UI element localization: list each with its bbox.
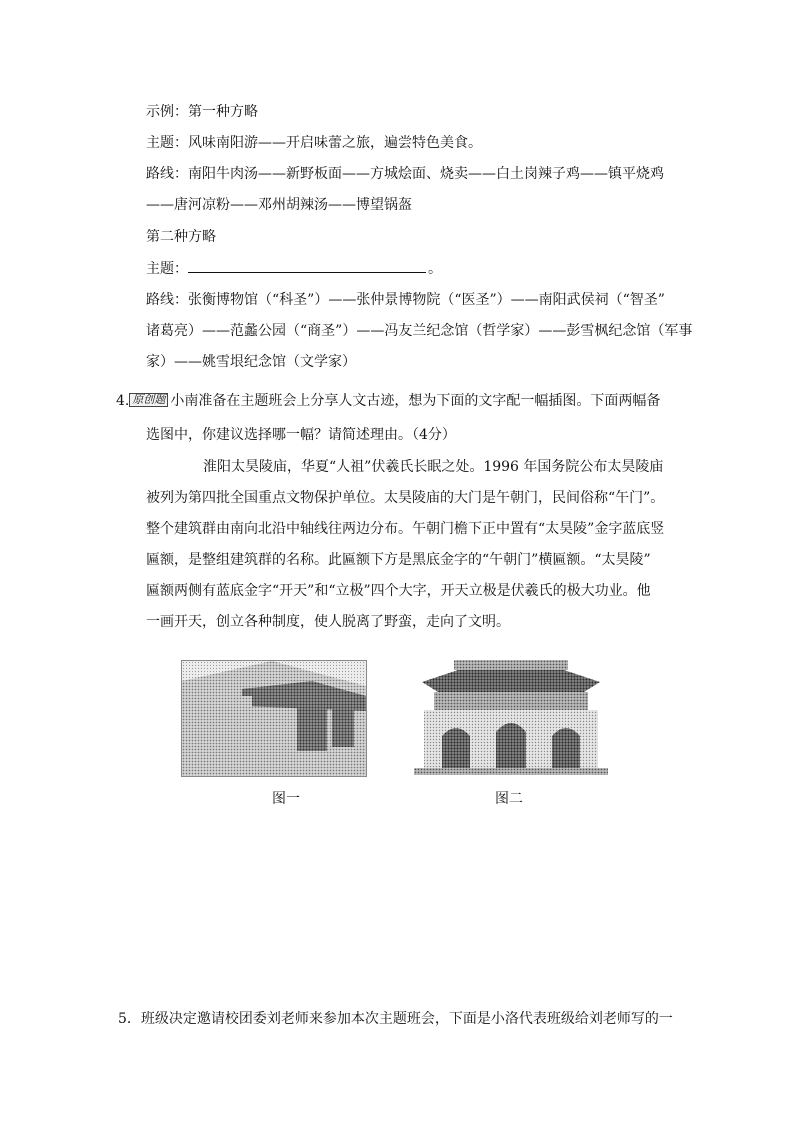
figure-2-caption: 图二 bbox=[495, 791, 523, 807]
figure-1-caption: 图一 bbox=[272, 791, 300, 807]
strategy-two-label: 第二种方略 bbox=[146, 229, 216, 245]
question-5-first-line: 5．班级决定邀请校团委刘老师来参加本次主题班会，下面是小洛代表班级给刘老师写的一 bbox=[118, 1011, 673, 1027]
original-question-badge: 原创题 bbox=[129, 393, 168, 407]
strategy-one-route-line-1: 路线：南阳牛肉汤——新野板面——方城烩面、烧卖——白土岗辣子鸡——镇平烧鸡 bbox=[146, 166, 664, 182]
passage-line-4: 匾额，是整组建筑群的名称。此匾额下方是黑底金字的“午朝门”横匾额。“太昊陵” bbox=[146, 552, 651, 568]
figure-2-image bbox=[414, 660, 608, 775]
strategy-two-theme bbox=[146, 258, 442, 278]
passage-line-5: 匾额两侧有蓝底金字“开天”和“立极”四个大字，开天立极是伏羲氏的极大功业。他 bbox=[146, 583, 651, 599]
question-4-text-line-1: 小南准备在主题班会上分享人文古迹，想为下面的文字配一幅插图。下面两幅备 bbox=[170, 393, 661, 409]
question-4-text-line-2: 选图中，你建议选择哪一幅？请简述理由。（4分） bbox=[146, 427, 456, 443]
passage-line-6: 一画开天，创立各种制度，使人脱离了野蛮，走向了文明。 bbox=[146, 614, 510, 630]
figure-1-image bbox=[181, 660, 367, 777]
figure-2-photo bbox=[414, 660, 608, 775]
passage-line-1: 淮阳太昊陵庙，华夏“人祖”伏羲氏长眠之处。1996 年国务院公布太昊陵庙 bbox=[203, 459, 664, 475]
strategy-two-route-line-1: 路线：张衡博物馆（“科圣”）——张仲景博物院（“医圣”）——南阳武侯祠（“智圣” bbox=[146, 292, 665, 308]
theme-label: 主题： bbox=[146, 261, 188, 277]
question-4-first-line bbox=[116, 391, 660, 411]
strategy-two-route-line-2: 诸葛亮）——范蠡公园（“商圣”）——冯友兰纪念馆（哲学家）——彭雪枫纪念馆（军事 bbox=[146, 323, 693, 339]
passage-line-2: 被列为第四批全国重点文物保护单位。太昊陵庙的大门是午朝门，民间俗称“午门”。 bbox=[146, 490, 665, 506]
theme-end-mark: 。 bbox=[428, 261, 442, 277]
strategy-two-route-line-3: 家）——姚雪垠纪念馆（文学家） bbox=[146, 354, 356, 370]
strategy-one-theme: 主题：风味南阳游——开启味蕾之旅，遍尝特色美食。 bbox=[146, 135, 482, 151]
theme-answer-blank[interactable] bbox=[188, 258, 426, 273]
strategy-one-route-line-2: ——唐河凉粉——邓州胡辣汤——博望锅盔 bbox=[146, 197, 412, 213]
question-number: 4. bbox=[116, 393, 130, 409]
example-label: 示例：第一种方略 bbox=[146, 104, 258, 120]
figure-1-photo bbox=[182, 661, 366, 776]
passage-line-3: 整个建筑群由南向北沿中轴线往两边分布。午朝门檐下正中置有“太昊陵”金字蓝底竖 bbox=[146, 521, 665, 537]
